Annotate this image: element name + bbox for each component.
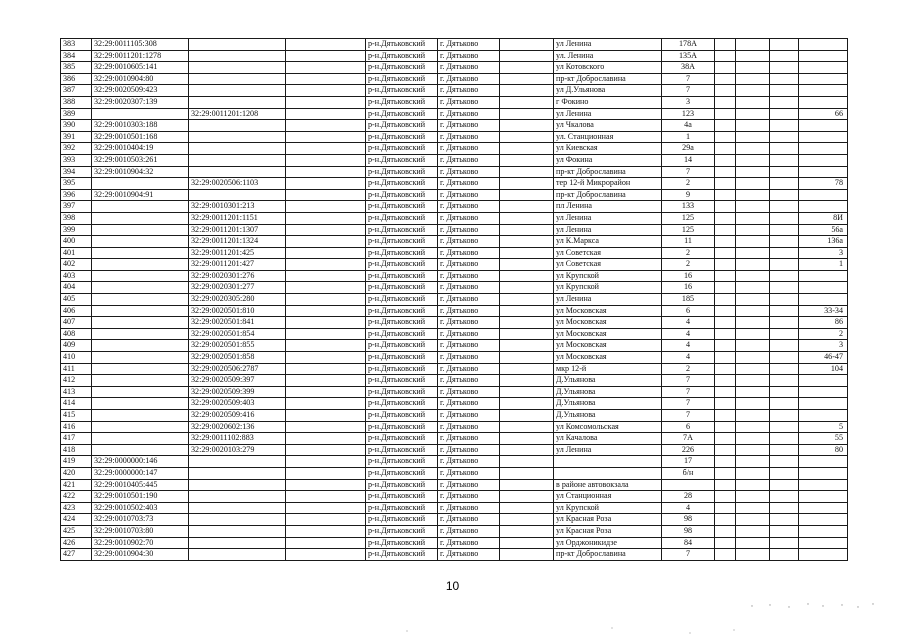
row-number: 418 [61, 444, 92, 456]
row-number: 387 [61, 85, 92, 97]
house-number-cell: 185 [662, 294, 715, 306]
row-number: 409 [61, 340, 92, 352]
row-number: 421 [61, 479, 92, 491]
street-cell: ул Московская [554, 328, 662, 340]
house-number-cell: б/н [662, 467, 715, 479]
house-number-cell: 4 [662, 352, 715, 364]
row-number: 407 [61, 317, 92, 329]
cadastral-number: 32:29:0010904:91 [92, 189, 189, 201]
apartment-number-cell: 5 [799, 421, 848, 433]
district-cell: р-н.Дятьковский [366, 467, 438, 479]
city-cell: г. Дятьково [438, 96, 500, 108]
row-number: 397 [61, 201, 92, 213]
row-number: 386 [61, 73, 92, 85]
district-cell: р-н.Дятьковский [366, 39, 438, 51]
district-cell: р-н.Дятьковский [366, 62, 438, 74]
cadastral-number: 32:29:0010703:80 [92, 525, 189, 537]
cadastral-number: 32:29:0010404:19 [92, 143, 189, 155]
cadastral-number: 32:29:0010703:73 [92, 514, 189, 526]
city-cell: г. Дятьково [438, 305, 500, 317]
cadastral-number-building: 32:29:0011201:425 [189, 247, 286, 259]
district-cell: р-н.Дятьковский [366, 444, 438, 456]
row-number: 400 [61, 236, 92, 248]
district-cell: р-н.Дятьковский [366, 398, 438, 410]
row-number: 395 [61, 178, 92, 190]
district-cell: р-н.Дятьковский [366, 154, 438, 166]
city-cell: г. Дятьково [438, 340, 500, 352]
district-cell: р-н.Дятьковский [366, 201, 438, 213]
district-cell: р-н.Дятьковский [366, 120, 438, 132]
city-cell: г. Дятьково [438, 236, 500, 248]
house-number-cell: 178А [662, 39, 715, 51]
page-number: 10 [445, 579, 460, 593]
district-cell: р-н.Дятьковский [366, 363, 438, 375]
cadastral-number-building: 32:29:0011102:883 [189, 433, 286, 445]
district-cell: р-н.Дятьковский [366, 73, 438, 85]
house-number-cell: 7 [662, 166, 715, 178]
city-cell: г. Дятьково [438, 212, 500, 224]
cadastral-number: 32:29:0010904:80 [92, 73, 189, 85]
street-cell: ул Чкалова [554, 120, 662, 132]
street-cell: ул Красная Роза [554, 514, 662, 526]
row-number: 391 [61, 131, 92, 143]
district-cell: р-н.Дятьковский [366, 328, 438, 340]
house-number-cell: 125 [662, 224, 715, 236]
cadastral-number: 32:29:0010904:32 [92, 166, 189, 178]
house-number-cell: 7 [662, 398, 715, 410]
row-number: 425 [61, 525, 92, 537]
city-cell: г. Дятьково [438, 39, 500, 51]
street-cell: ул Фокина [554, 154, 662, 166]
city-cell: г. Дятьково [438, 85, 500, 97]
city-cell: г. Дятьково [438, 502, 500, 514]
apartment-number-cell: 33-34 [799, 305, 848, 317]
district-cell: р-н.Дятьковский [366, 247, 438, 259]
district-cell: р-н.Дятьковский [366, 294, 438, 306]
cadastral-number: 32:29:0020307:139 [92, 96, 189, 108]
street-cell: ул. Станционная [554, 131, 662, 143]
district-cell: р-н.Дятьковский [366, 224, 438, 236]
city-cell: г. Дятьково [438, 131, 500, 143]
city-cell: г. Дятьково [438, 537, 500, 549]
cadastral-number-building: 32:29:0020509:403 [189, 398, 286, 410]
apartment-number-cell: 3 [799, 247, 848, 259]
row-number: 426 [61, 537, 92, 549]
cadastral-number-building: 32:29:0011201:1324 [189, 236, 286, 248]
house-number-cell: 11 [662, 236, 715, 248]
district-cell: р-н.Дятьковский [366, 352, 438, 364]
street-cell: ул Д.Ульянова [554, 85, 662, 97]
row-number: 412 [61, 375, 92, 387]
apartment-number-cell: 8И [799, 212, 848, 224]
house-number-cell: 226 [662, 444, 715, 456]
street-cell: ул Ленина [554, 212, 662, 224]
cadastral-number-building: 32:29:0020509:399 [189, 386, 286, 398]
house-number-cell: 7 [662, 549, 715, 561]
district-cell: р-н.Дятьковский [366, 421, 438, 433]
house-number-cell: 14 [662, 154, 715, 166]
house-number-cell: 98 [662, 514, 715, 526]
cadastral-number-building: 32:29:0020501:810 [189, 305, 286, 317]
city-cell: г. Дятьково [438, 73, 500, 85]
apartment-number-cell: 2 [799, 328, 848, 340]
city-cell: г. Дятьково [438, 410, 500, 422]
row-number: 394 [61, 166, 92, 178]
street-cell: Д.Ульянова [554, 375, 662, 387]
row-number: 403 [61, 270, 92, 282]
house-number-cell: 28 [662, 491, 715, 503]
row-number: 416 [61, 421, 92, 433]
house-number-cell: 17 [662, 456, 715, 468]
row-number: 388 [61, 96, 92, 108]
apartment-number-cell: 80 [799, 444, 848, 456]
district-cell: р-н.Дятьковский [366, 340, 438, 352]
city-cell: г. Дятьково [438, 352, 500, 364]
street-cell: пр-кт Доброславина [554, 166, 662, 178]
cadastral-number-building: 32:29:0020509:416 [189, 410, 286, 422]
row-number: 410 [61, 352, 92, 364]
cadastral-number-building: 32:29:0020506:1103 [189, 178, 286, 190]
cadastral-number: 32:29:0010303:188 [92, 120, 189, 132]
cadastral-number-building: 32:29:0020103:279 [189, 444, 286, 456]
city-cell: г. Дятьково [438, 154, 500, 166]
house-number-cell: 135А [662, 50, 715, 62]
cadastral-number-building: 32:29:0011201:1307 [189, 224, 286, 236]
row-number: 420 [61, 467, 92, 479]
city-cell: г. Дятьково [438, 247, 500, 259]
city-cell: г. Дятьково [438, 270, 500, 282]
street-cell: ул Советская [554, 247, 662, 259]
city-cell: г. Дятьково [438, 178, 500, 190]
house-number-cell: 9 [662, 189, 715, 201]
cadastral-number-building: 32:29:0020509:397 [189, 375, 286, 387]
cadastral-number: 32:29:0011201:1278 [92, 50, 189, 62]
district-cell: р-н.Дятьковский [366, 386, 438, 398]
row-number: 398 [61, 212, 92, 224]
street-cell: ул Московская [554, 305, 662, 317]
cadastral-number: 32:29:0020509:423 [92, 85, 189, 97]
row-number: 390 [61, 120, 92, 132]
row-number: 385 [61, 62, 92, 74]
city-cell: г. Дятьково [438, 224, 500, 236]
city-cell: г. Дятьково [438, 375, 500, 387]
street-cell: ул Красная Роза [554, 525, 662, 537]
row-number: 419 [61, 456, 92, 468]
district-cell: р-н.Дятьковский [366, 143, 438, 155]
house-number-cell: 29а [662, 143, 715, 155]
district-cell: р-н.Дятьковский [366, 282, 438, 294]
cadastral-number: 32:29:0010904:30 [92, 549, 189, 561]
cadastral-number-building: 32:29:0020305:280 [189, 294, 286, 306]
street-cell: Д.Ульянова [554, 410, 662, 422]
row-number: 414 [61, 398, 92, 410]
city-cell: г. Дятьково [438, 294, 500, 306]
cadastral-number-building: 32:29:0020501:841 [189, 317, 286, 329]
row-number: 402 [61, 259, 92, 271]
row-number: 406 [61, 305, 92, 317]
district-cell: р-н.Дятьковский [366, 491, 438, 503]
house-number-cell: 2 [662, 259, 715, 271]
cadastral-number: 32:29:0010501:168 [92, 131, 189, 143]
street-cell: ул Крупской [554, 282, 662, 294]
street-cell: ул Ленина [554, 444, 662, 456]
street-cell: тер 12-й Микрорайон [554, 178, 662, 190]
house-number-cell: 125 [662, 212, 715, 224]
district-cell: р-н.Дятьковский [366, 479, 438, 491]
apartment-number-cell: 86 [799, 317, 848, 329]
street-cell: ул. Ленина [554, 50, 662, 62]
district-cell: р-н.Дятьковский [366, 212, 438, 224]
row-number: 383 [61, 39, 92, 51]
cadastral-number: 32:29:0000000:146 [92, 456, 189, 468]
district-cell: р-н.Дятьковский [366, 502, 438, 514]
row-number: 423 [61, 502, 92, 514]
house-number-cell: 7А [662, 433, 715, 445]
house-number-cell: 133 [662, 201, 715, 213]
city-cell: г. Дятьково [438, 62, 500, 74]
street-cell: пр-кт Доброславина [554, 189, 662, 201]
street-cell: ул Московская [554, 340, 662, 352]
row-number: 408 [61, 328, 92, 340]
city-cell: г. Дятьково [438, 525, 500, 537]
house-number-cell: 4 [662, 340, 715, 352]
district-cell: р-н.Дятьковский [366, 375, 438, 387]
house-number-cell: 123 [662, 108, 715, 120]
apartment-number-cell: 66 [799, 108, 848, 120]
cadastral-number-building: 32:29:0011201:1208 [189, 108, 286, 120]
district-cell: р-н.Дятьковский [366, 305, 438, 317]
street-cell: мкр 12-й [554, 363, 662, 375]
row-number: 401 [61, 247, 92, 259]
city-cell: г. Дятьково [438, 467, 500, 479]
apartment-number-cell: 136а [799, 236, 848, 248]
city-cell: г. Дятьково [438, 549, 500, 561]
city-cell: г. Дятьково [438, 282, 500, 294]
city-cell: г. Дятьково [438, 363, 500, 375]
house-number-cell: 7 [662, 85, 715, 97]
apartment-number-cell: 1 [799, 259, 848, 271]
street-cell: ул Ленина [554, 294, 662, 306]
house-number-cell: 1 [662, 131, 715, 143]
street-cell: в районе автовокзала [554, 479, 662, 491]
cadastral-number: 32:29:0010502:403 [92, 502, 189, 514]
house-number-cell: 84 [662, 537, 715, 549]
cadastral-number: 32:29:0000000:147 [92, 467, 189, 479]
apartment-number-cell: 78 [799, 178, 848, 190]
city-cell: г. Дятьково [438, 514, 500, 526]
street-cell: ул Московская [554, 352, 662, 364]
district-cell: р-н.Дятьковский [366, 189, 438, 201]
apartment-number-cell: 3 [799, 340, 848, 352]
house-number-cell: 6 [662, 421, 715, 433]
house-number-cell: 16 [662, 282, 715, 294]
house-number-cell: 3 [662, 96, 715, 108]
city-cell: г. Дятьково [438, 189, 500, 201]
district-cell: р-н.Дятьковский [366, 549, 438, 561]
street-cell: ул Ленина [554, 224, 662, 236]
street-cell: ул К.Маркса [554, 236, 662, 248]
row-number: 396 [61, 189, 92, 201]
city-cell: г. Дятьково [438, 456, 500, 468]
city-cell: г. Дятьково [438, 120, 500, 132]
cadastral-number-building: 32:29:0010301:213 [189, 201, 286, 213]
district-cell: р-н.Дятьковский [366, 410, 438, 422]
district-cell: р-н.Дятьковский [366, 537, 438, 549]
street-cell: ул Московская [554, 317, 662, 329]
cadastral-number-building: 32:29:0020501:855 [189, 340, 286, 352]
cadastral-number: 32:29:0011105:308 [92, 39, 189, 51]
cadastral-number: 32:29:0010503:261 [92, 154, 189, 166]
city-cell: г. Дятьково [438, 398, 500, 410]
street-cell: ул Комсомольская [554, 421, 662, 433]
row-number: 427 [61, 549, 92, 561]
cadastral-number-building: 32:29:0020501:854 [189, 328, 286, 340]
house-number-cell: 7 [662, 73, 715, 85]
house-number-cell: 4а [662, 120, 715, 132]
row-number: 392 [61, 143, 92, 155]
city-cell: г. Дятьково [438, 328, 500, 340]
district-cell: р-н.Дятьковский [366, 259, 438, 271]
district-cell: р-н.Дятьковский [366, 317, 438, 329]
district-cell: р-н.Дятьковский [366, 166, 438, 178]
city-cell: г. Дятьково [438, 143, 500, 155]
district-cell: р-н.Дятьковский [366, 433, 438, 445]
row-number: 415 [61, 410, 92, 422]
cadastral-number-building: 32:29:0011201:427 [189, 259, 286, 271]
district-cell: р-н.Дятьковский [366, 108, 438, 120]
district-cell: р-н.Дятьковский [366, 456, 438, 468]
house-number-cell: 7 [662, 375, 715, 387]
street-cell: ул Станционная [554, 491, 662, 503]
cadastral-number-building: 32:29:0020501:858 [189, 352, 286, 364]
city-cell: г. Дятьково [438, 479, 500, 491]
house-number-cell: 16 [662, 270, 715, 282]
street-cell: ул Ленина [554, 39, 662, 51]
city-cell: г. Дятьково [438, 491, 500, 503]
city-cell: г. Дятьково [438, 50, 500, 62]
district-cell: р-н.Дятьковский [366, 178, 438, 190]
street-cell: ул Орджоникидзе [554, 537, 662, 549]
row-number: 411 [61, 363, 92, 375]
row-number: 389 [61, 108, 92, 120]
street-cell: ул Советская [554, 259, 662, 271]
row-number: 417 [61, 433, 92, 445]
city-cell: г. Дятьково [438, 317, 500, 329]
cadastral-number: 32:29:0010902:70 [92, 537, 189, 549]
cadastral-number-building: 32:29:0020506:2787 [189, 363, 286, 375]
apartment-number-cell: 55 [799, 433, 848, 445]
street-cell: ул Крупской [554, 502, 662, 514]
house-number-cell: 4 [662, 317, 715, 329]
cadastral-number: 32:29:0010605:141 [92, 62, 189, 74]
district-cell: р-н.Дятьковский [366, 525, 438, 537]
house-number-cell: 2 [662, 247, 715, 259]
street-cell: пр-кт Доброславина [554, 549, 662, 561]
cadastral-number-building: 32:29:0020301:277 [189, 282, 286, 294]
street-cell: ул Ленина [554, 108, 662, 120]
city-cell: г. Дятьково [438, 259, 500, 271]
cadastral-number-building: 32:29:0011201:1151 [189, 212, 286, 224]
row-number: 384 [61, 50, 92, 62]
city-cell: г. Дятьково [438, 433, 500, 445]
street-cell: ул Крупской [554, 270, 662, 282]
city-cell: г. Дятьково [438, 444, 500, 456]
city-cell: г. Дятьково [438, 166, 500, 178]
district-cell: р-н.Дятьковский [366, 96, 438, 108]
city-cell: г. Дятьково [438, 108, 500, 120]
cadastral-number: 32:29:0010501:190 [92, 491, 189, 503]
house-number-cell: 38А [662, 62, 715, 74]
district-cell: р-н.Дятьковский [366, 85, 438, 97]
row-number: 422 [61, 491, 92, 503]
row-number: 405 [61, 294, 92, 306]
apartment-number-cell: 104 [799, 363, 848, 375]
city-cell: г. Дятьково [438, 421, 500, 433]
house-number-cell: 4 [662, 328, 715, 340]
city-cell: г. Дятьково [438, 386, 500, 398]
house-number-cell: 7 [662, 410, 715, 422]
street-cell: пр-кт Доброславина [554, 73, 662, 85]
street-cell: ул Качалова [554, 433, 662, 445]
district-cell: р-н.Дятьковский [366, 50, 438, 62]
row-number: 424 [61, 514, 92, 526]
house-number-cell: 98 [662, 525, 715, 537]
street-cell: ул Киевская [554, 143, 662, 155]
apartment-number-cell: 56а [799, 224, 848, 236]
row-number: 399 [61, 224, 92, 236]
street-cell: Д.Ульянова [554, 398, 662, 410]
district-cell: р-н.Дятьковский [366, 131, 438, 143]
row-number: 413 [61, 386, 92, 398]
street-cell: ул Котовского [554, 62, 662, 74]
row-number: 404 [61, 282, 92, 294]
house-number-cell: 2 [662, 363, 715, 375]
district-cell: р-н.Дятьковский [366, 270, 438, 282]
row-number: 393 [61, 154, 92, 166]
cadastral-number: 32:29:0010405:445 [92, 479, 189, 491]
apartment-number-cell: 46-47 [799, 352, 848, 364]
house-number-cell: 6 [662, 305, 715, 317]
house-number-cell: 7 [662, 386, 715, 398]
street-cell: Д.Ульянова [554, 386, 662, 398]
district-cell: р-н.Дятьковский [366, 236, 438, 248]
cadastral-number-building: 32:29:0020602:136 [189, 421, 286, 433]
house-number-cell: 4 [662, 502, 715, 514]
city-cell: г. Дятьково [438, 201, 500, 213]
cadastral-number-building: 32:29:0020301:276 [189, 270, 286, 282]
district-cell: р-н.Дятьковский [366, 514, 438, 526]
street-cell: пл Ленина [554, 201, 662, 213]
street-cell: г Фокино [554, 96, 662, 108]
house-number-cell: 2 [662, 178, 715, 190]
